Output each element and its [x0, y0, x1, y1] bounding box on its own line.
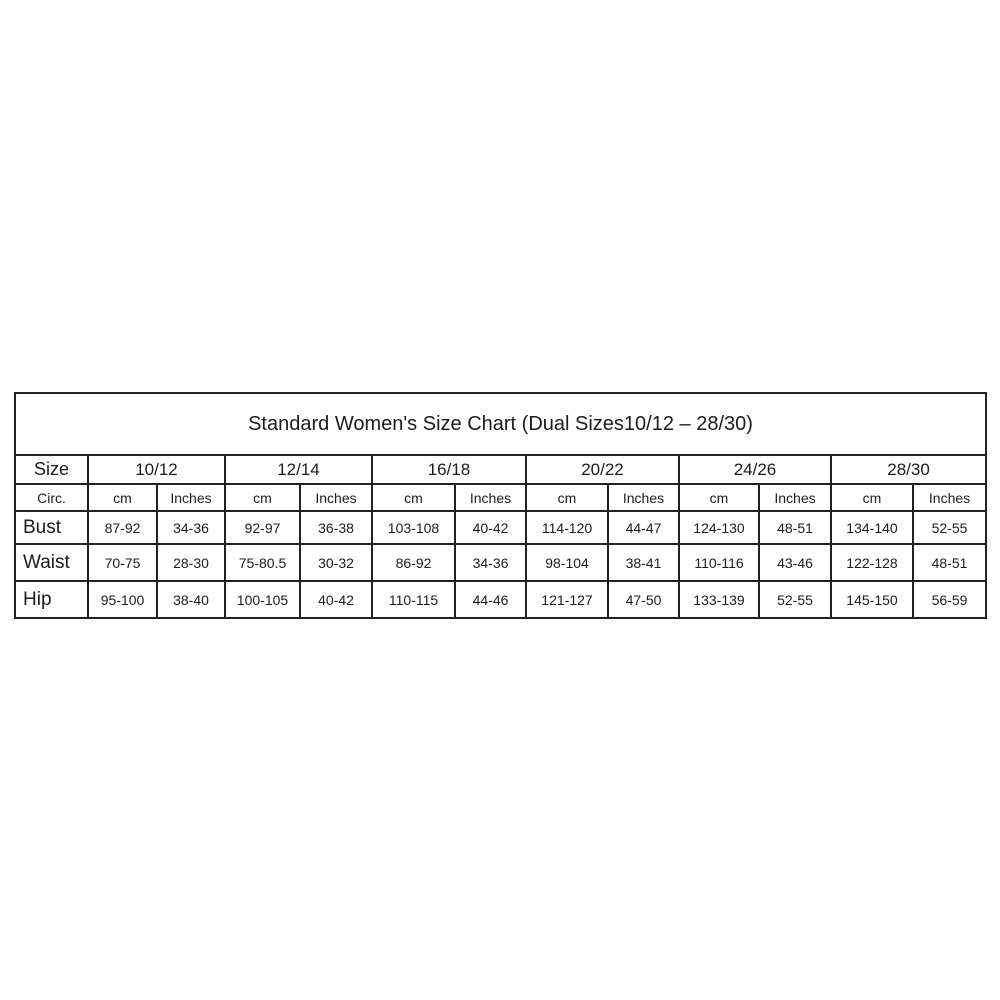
table-row-waist: [15, 544, 986, 581]
unit-cm-2: cm: [225, 484, 300, 511]
unit-inches-6: Inches: [913, 484, 986, 511]
unit-cm-3: cm: [372, 484, 455, 511]
unit-cm-4: cm: [526, 484, 608, 511]
size-header-row: [15, 455, 986, 484]
unit-cm-1: cm: [88, 484, 157, 511]
data-cell: 40-42: [455, 511, 526, 544]
size-header-16-18: 16/18: [372, 455, 526, 484]
data-cell: 38-40: [157, 581, 225, 618]
size-header-10-12: 10/12: [88, 455, 225, 484]
data-cell: 110-115: [372, 581, 455, 618]
unit-cm-5: cm: [679, 484, 759, 511]
table-row-hip: [15, 581, 986, 618]
unit-inches-4: Inches: [608, 484, 679, 511]
data-cell: 103-108: [372, 511, 455, 544]
data-cell: 98-104: [526, 544, 608, 581]
data-cell: 122-128: [831, 544, 913, 581]
data-cell: 48-51: [913, 544, 986, 581]
unit-inches-3: Inches: [455, 484, 526, 511]
data-cell: 133-139: [679, 581, 759, 618]
data-cell: 30-32: [300, 544, 372, 581]
data-cell: 134-140: [831, 511, 913, 544]
data-cell: 100-105: [225, 581, 300, 618]
row-label-hip: Hip: [15, 581, 88, 618]
data-cell: 75-80.5: [225, 544, 300, 581]
data-cell: 36-38: [300, 511, 372, 544]
data-cell: 92-97: [225, 511, 300, 544]
unit-header-row: [15, 484, 986, 511]
size-header-24-26: 24/26: [679, 455, 831, 484]
row-label-waist: Waist: [15, 544, 88, 581]
data-cell: 48-51: [759, 511, 831, 544]
data-cell: 34-36: [157, 511, 225, 544]
data-cell: 145-150: [831, 581, 913, 618]
title-row: [15, 393, 986, 455]
size-header-20-22: 20/22: [526, 455, 679, 484]
circ-corner-label: Circ.: [15, 484, 88, 511]
data-cell: 124-130: [679, 511, 759, 544]
data-cell: 28-30: [157, 544, 225, 581]
data-cell: 43-46: [759, 544, 831, 581]
data-cell: 44-46: [455, 581, 526, 618]
data-cell: 114-120: [526, 511, 608, 544]
unit-inches-5: Inches: [759, 484, 831, 511]
table-title: Standard Women's Size Chart (Dual Sizes10/12 – 28/30): [15, 393, 986, 455]
unit-inches-2: Inches: [300, 484, 372, 511]
data-cell: 56-59: [913, 581, 986, 618]
data-cell: 110-116: [679, 544, 759, 581]
unit-inches-1: Inches: [157, 484, 225, 511]
data-cell: 44-47: [608, 511, 679, 544]
unit-cm-6: cm: [831, 484, 913, 511]
data-cell: 47-50: [608, 581, 679, 618]
size-chart-table: [14, 392, 987, 619]
data-cell: 87-92: [88, 511, 157, 544]
data-cell: 38-41: [608, 544, 679, 581]
data-cell: 52-55: [759, 581, 831, 618]
size-header-12-14: 12/14: [225, 455, 372, 484]
data-cell: 40-42: [300, 581, 372, 618]
data-cell: 121-127: [526, 581, 608, 618]
table-row-bust: [15, 511, 986, 544]
size-header-28-30: 28/30: [831, 455, 986, 484]
data-cell: 34-36: [455, 544, 526, 581]
data-cell: 95-100: [88, 581, 157, 618]
data-cell: 86-92: [372, 544, 455, 581]
data-cell: 70-75: [88, 544, 157, 581]
row-label-bust: Bust: [15, 511, 88, 544]
size-corner-label: Size: [15, 455, 88, 484]
data-cell: 52-55: [913, 511, 986, 544]
